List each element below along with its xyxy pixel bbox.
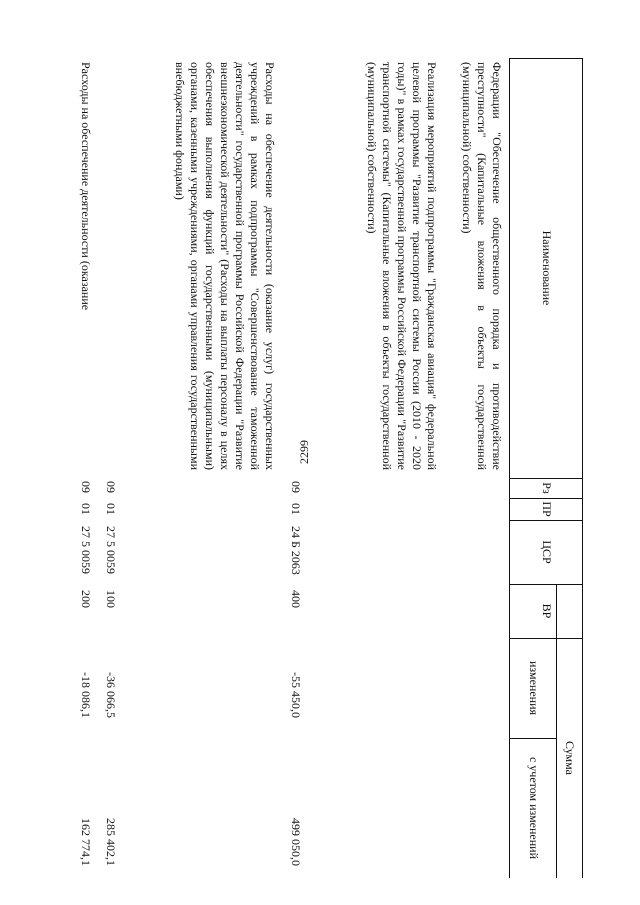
header-name: Наименование <box>540 230 554 306</box>
header-with-changes: с учетом изменений <box>527 756 541 860</box>
table-row-changes: -36 066,5 <box>104 672 118 718</box>
header-csr: ЦСР <box>540 540 554 564</box>
table-row-name: Реализация мероприятий подпрограммы "Гражданская авиация" федеральной целевой программы "Развитие транспортной системы России (2010 - 2020 годы)" в рамках государственной программы Российской Федерации "Развитие транспортной системы" (Капитальные вложения в объекты государственной (муниципальной) собственности) <box>365 62 439 470</box>
header-sum: Сумма <box>563 741 578 775</box>
table-row-pr: 01 <box>289 503 303 515</box>
table-row-changes: -55 450,0 <box>289 672 303 718</box>
table-row-csr: 24 Б 2063 <box>289 526 303 575</box>
table-row-vr: 400 <box>289 590 303 608</box>
table-row-name: Расходы на обеспечение деятельности (оказание услуг) государственных учреждений в рамках подпрограммы "Совершенствование таможенной деятельности" государственной программы Российской Федерации "Развитие внешнеэкономической деятельности" (Расходы на выплаты персоналу в целях обеспечения выполнения функций государственными (муниципальными) органами, казенными учреждениями, органами управления государственными внебюджетными фондами) <box>173 62 277 470</box>
table-row-with-changes: 499 050,0 <box>289 818 303 866</box>
table-row-rz: 09 <box>79 481 93 493</box>
table-row-pr: 01 <box>79 503 93 515</box>
table-row-rz: 09 <box>104 481 118 493</box>
table-row-with-changes: 285 402,1 <box>104 818 118 866</box>
table-row-vr: 100 <box>104 590 118 608</box>
table-row-csr: 27 5 0059 <box>79 526 93 574</box>
page-number: 2299 <box>297 440 311 464</box>
header-pr: ПР <box>540 501 554 517</box>
table-row-rz: 09 <box>289 481 303 493</box>
table-row-changes: -18 086,1 <box>79 672 93 718</box>
budget-table <box>73 58 583 878</box>
header-vr: ВР <box>540 603 554 619</box>
table-row-with-changes: 162 774,1 <box>79 818 93 866</box>
header-rz: Рз <box>540 482 554 494</box>
table-row-name: Расходы на обеспечение деятельности (оказание <box>79 62 93 311</box>
header-changes: изменения <box>527 660 541 716</box>
table-row-vr: 200 <box>79 590 93 608</box>
table-row-pr: 01 <box>104 503 118 515</box>
table-row-name: Федерации "Обеспечение общественного порядка и противодействие преступности" (Капитальные вложения в объекты государственной (муниципальной) собственности) <box>460 62 504 470</box>
table-row-csr: 27 5 0059 <box>104 526 118 574</box>
